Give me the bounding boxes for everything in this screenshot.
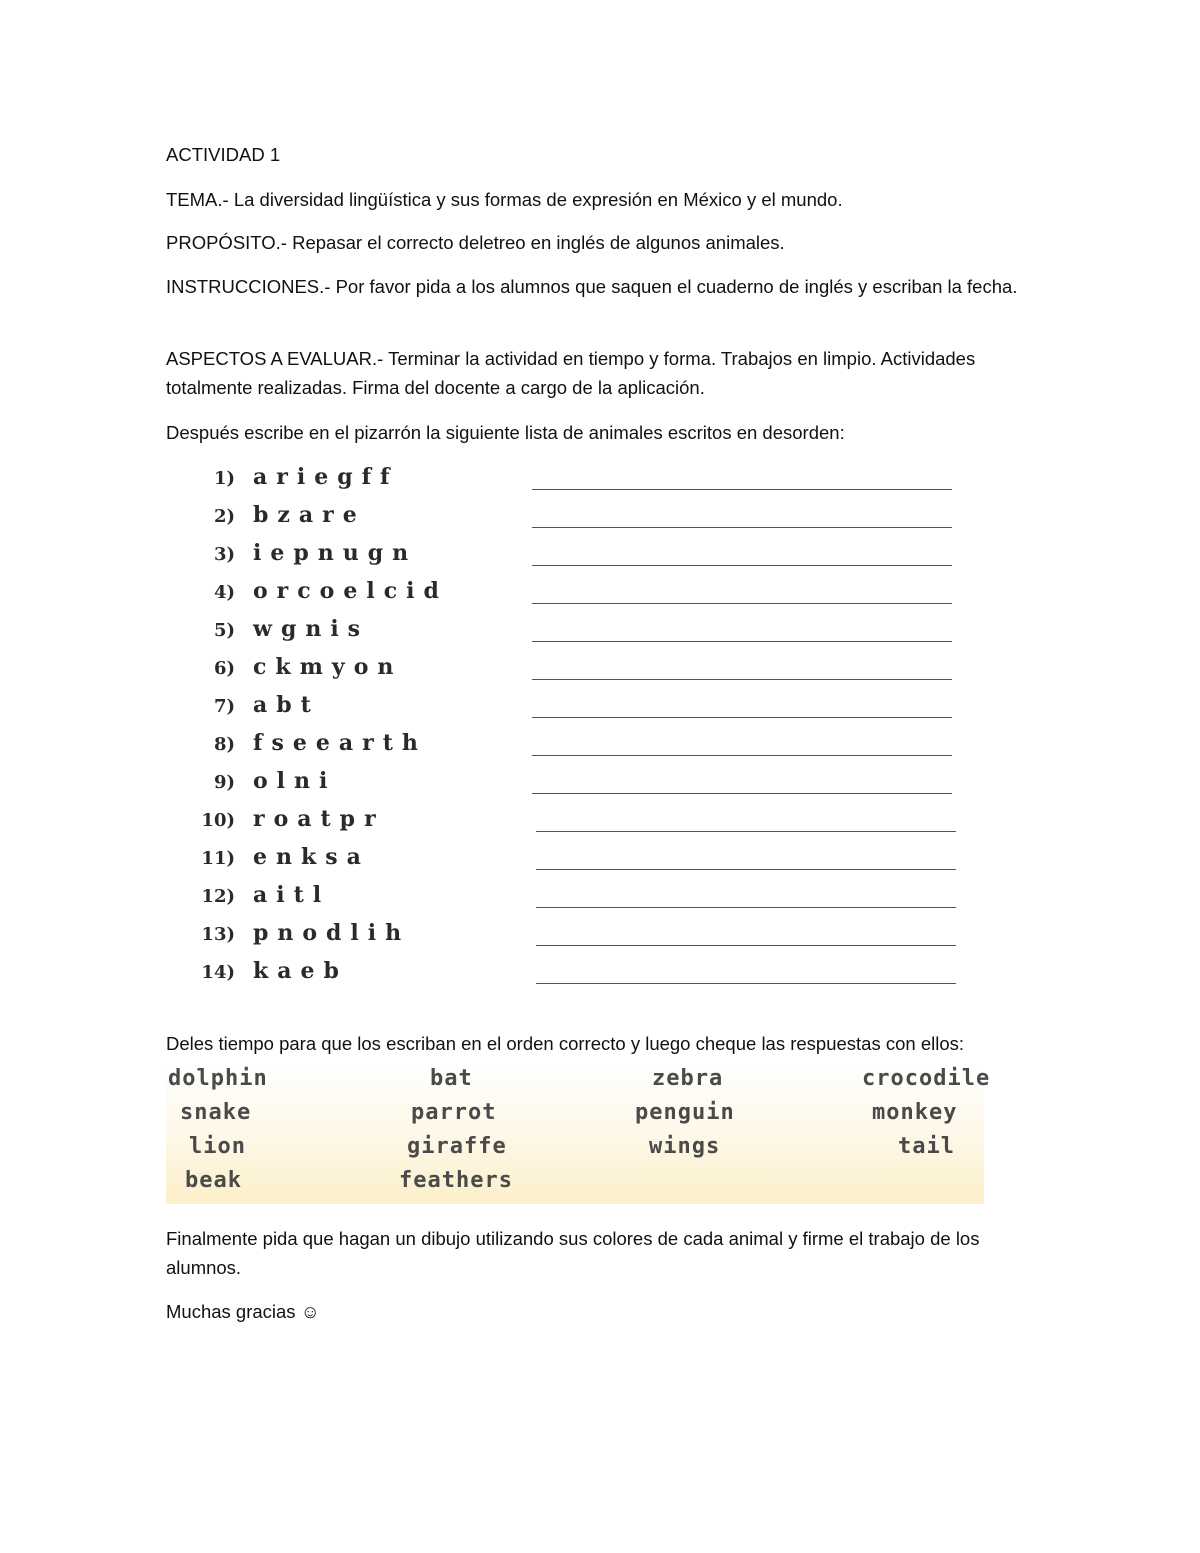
answer-word: beak — [185, 1168, 242, 1193]
scramble-row-1 — [180, 462, 970, 500]
scramble-row-13 — [180, 918, 970, 956]
item-number: 10) — [201, 810, 235, 831]
answer-line — [536, 907, 956, 908]
answer-line — [532, 527, 952, 528]
scrambled-word: ariegff — [253, 464, 399, 490]
item-number: 13) — [201, 924, 235, 945]
scrambled-word-list — [180, 462, 970, 994]
answer-line — [532, 641, 952, 642]
item-number: 6) — [213, 658, 235, 679]
answer-line — [532, 755, 952, 756]
scramble-row-7 — [180, 690, 970, 728]
answer-line — [532, 489, 952, 490]
aspectos-paragraph: ASPECTOS A EVALUAR.- Terminar la actividad en tiempo y forma. Trabajos en limpio. Actividades totalmente realizadas. Firma del docente a cargo de la aplicación. — [166, 348, 976, 398]
deles-paragraph: Deles tiempo para que los escriban en el orden correcto y luego cheque las respuestas con ellos: — [166, 1033, 965, 1054]
answer-word: bat — [430, 1066, 473, 1091]
item-number: 4) — [213, 582, 235, 603]
scramble-row-5 — [180, 614, 970, 652]
scrambled-word: wgnis — [253, 616, 370, 642]
answer-word: giraffe — [407, 1134, 507, 1159]
item-number: 12) — [201, 886, 235, 907]
answer-line — [536, 869, 956, 870]
answer-line — [532, 565, 952, 566]
activity-title: ACTIVIDAD 1 — [166, 144, 281, 165]
scrambled-word: iepnugn — [253, 540, 418, 566]
answer-word: dolphin — [168, 1066, 268, 1091]
answer-word: penguin — [635, 1100, 735, 1125]
despues-paragraph: Después escribe en el pizarrón la siguiente lista de animales escritos en desorden: — [166, 422, 845, 443]
item-number: 5) — [213, 620, 235, 641]
answer-line — [532, 717, 952, 718]
scramble-row-4 — [180, 576, 970, 614]
item-number: 7) — [213, 696, 235, 717]
answer-word: feathers — [399, 1168, 513, 1193]
scrambled-word: enksa — [253, 844, 370, 870]
scramble-row-10 — [180, 804, 970, 842]
answer-line — [536, 983, 956, 984]
answer-word: crocodile — [862, 1066, 991, 1091]
answer-line — [532, 679, 952, 680]
answer-word: parrot — [411, 1100, 497, 1125]
item-number: 11) — [201, 848, 235, 869]
answer-line — [536, 831, 956, 832]
scrambled-word: fseearth — [253, 730, 427, 756]
answer-word: zebra — [652, 1066, 724, 1091]
scrambled-word: roatpr — [253, 806, 385, 832]
scrambled-word: ckmyon — [253, 654, 403, 680]
scrambled-word: orcoelcid — [253, 578, 448, 604]
scramble-row-2 — [180, 500, 970, 538]
answer-line — [532, 793, 952, 794]
gracias-paragraph: Muchas gracias ☺ — [166, 1301, 320, 1322]
answer-line — [536, 945, 956, 946]
scrambled-word: aitl — [253, 882, 331, 908]
answer-line — [532, 603, 952, 604]
answer-word: snake — [180, 1100, 252, 1125]
answer-word: tail — [898, 1134, 955, 1159]
item-number: 2) — [213, 506, 235, 527]
scramble-row-14 — [180, 956, 970, 994]
item-number: 3) — [213, 544, 235, 565]
proposito-paragraph: PROPÓSITO.- Repasar el correcto deletreo en inglés de algunos animales. — [166, 232, 785, 253]
answer-word: monkey — [872, 1100, 958, 1125]
scramble-row-8 — [180, 728, 970, 766]
item-number: 1) — [213, 468, 235, 489]
scramble-row-9 — [180, 766, 970, 804]
instrucciones-paragraph: INSTRUCCIONES.- Por favor pida a los alumnos que saquen el cuaderno de inglés y escriban la fecha. — [166, 276, 1018, 297]
final-paragraph: Finalmente pida que hagan un dibujo utilizando sus colores de cada animal y firme el trabajo de los alumnos. — [166, 1228, 980, 1278]
tema-paragraph: TEMA.- La diversidad lingüística y sus formas de expresión en México y el mundo. — [166, 189, 843, 210]
scrambled-word: kaeb — [253, 958, 348, 984]
scrambled-word: pnodlih — [253, 920, 411, 946]
scrambled-word: olni — [253, 768, 337, 794]
scrambled-word: abt — [253, 692, 320, 718]
answer-word: lion — [189, 1134, 246, 1159]
item-number: 14) — [201, 962, 235, 983]
scramble-row-3 — [180, 538, 970, 576]
answer-key-box — [166, 1064, 991, 1204]
scramble-row-11 — [180, 842, 970, 880]
scrambled-word: bzare — [253, 502, 366, 528]
item-number: 9) — [213, 772, 235, 793]
scramble-row-12 — [180, 880, 970, 918]
item-number: 8) — [213, 734, 235, 755]
scramble-row-6 — [180, 652, 970, 690]
answer-word: wings — [649, 1134, 721, 1159]
